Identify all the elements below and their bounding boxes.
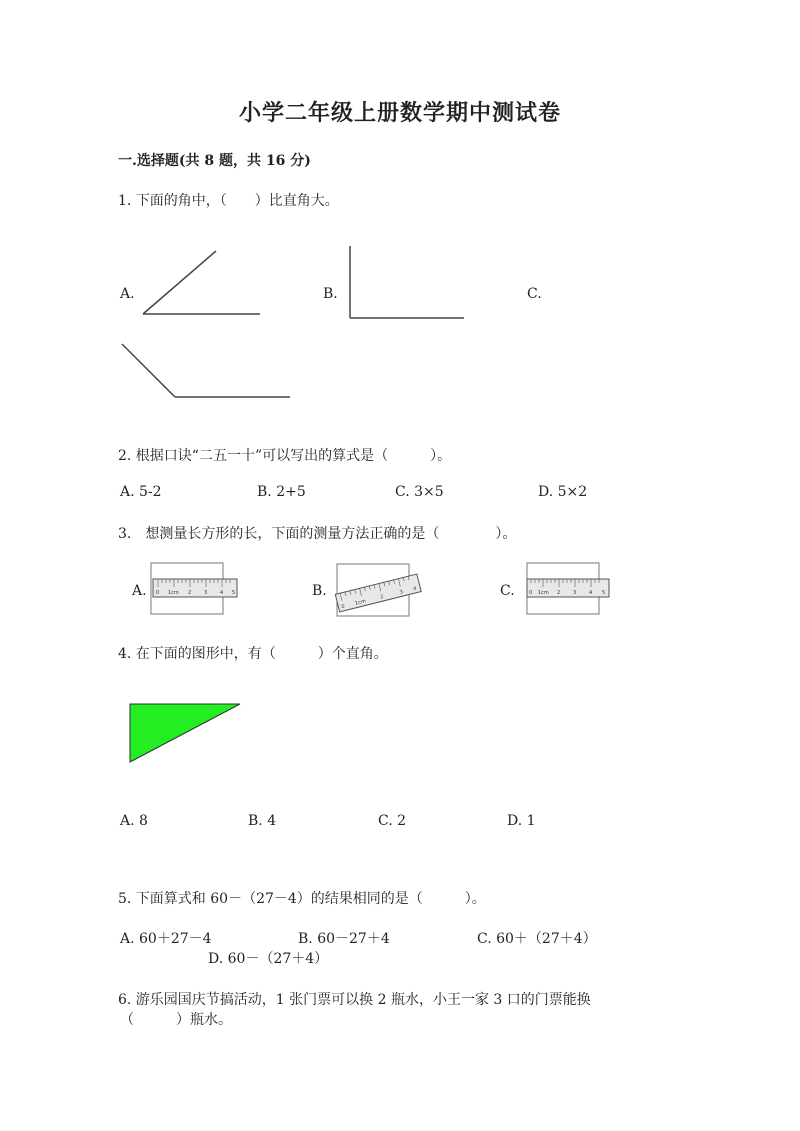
ruler-a-mark-5: 5 xyxy=(232,590,236,596)
ruler-b-mark-1: 1cm xyxy=(354,598,367,607)
question-5-option-a: A. 60＋27－4 xyxy=(120,931,212,947)
question-2-option-a: A. 5-2 xyxy=(120,484,162,500)
question-1-stem: 1. 下面的角中，（ ）比直角大。 xyxy=(118,193,339,209)
ruler-a-mark-0: 0 xyxy=(156,590,160,596)
question-4-stem: 4. 在下面的图形中，有（ ）个直角。 xyxy=(118,646,388,662)
question-5-option-c: C. 60＋（27＋4） xyxy=(477,931,597,947)
question-3-option-a: A. xyxy=(132,583,147,599)
ruler-b-mark-3: 3 xyxy=(399,589,404,596)
ruler-c-mark-5: 5 xyxy=(602,590,606,596)
ruler-a-mark-3: 3 xyxy=(204,590,208,596)
question-2-stem: 2. 根据口诀“二五一十”可以写出的算式是（ ）。 xyxy=(118,448,452,464)
question-2-option-d: D. 5×2 xyxy=(538,484,588,500)
question-2-option-b: B. 2+5 xyxy=(257,484,306,500)
ruler-a-mark-2: 2 xyxy=(188,590,192,596)
page-title: 小学二年级上册数学期中测试卷 xyxy=(238,100,561,126)
ruler-c-mark-3: 3 xyxy=(573,590,577,596)
ruler-c-mark-0: 0 xyxy=(529,590,533,596)
question-5-stem: 5. 下面算式和 60－（27－4）的结果相同的是（ ）。 xyxy=(118,891,486,907)
question-4-option-d: D. 1 xyxy=(507,813,536,829)
question-5-option-b: B. 60－27＋4 xyxy=(298,931,390,947)
question-3-option-b: B. xyxy=(312,583,327,599)
question-2-option-c: C. 3×5 xyxy=(395,484,444,500)
ruler-c-mark-1: 1cm xyxy=(538,590,549,596)
question-3-option-c: C. xyxy=(500,583,515,599)
question-1-option-a: A. xyxy=(120,286,135,302)
ruler-a-mark-4: 4 xyxy=(220,590,224,596)
question-5-option-d: D. 60－（27＋4） xyxy=(208,951,329,967)
section-heading: 一.选择题(共 8 题，共 16 分) xyxy=(118,153,311,169)
ruler-c-mark-4: 4 xyxy=(589,590,593,596)
question-4-option-a: A. 8 xyxy=(120,813,148,829)
ruler-b-mark-2: 2 xyxy=(379,593,385,601)
question-4-option-c: C. 2 xyxy=(378,813,407,829)
ruler-b-mark-4: 4 xyxy=(412,585,418,593)
question-3-stem: 3. 想测量长方形的长，下面的测量方法正确的是（ ）。 xyxy=(118,526,517,542)
question-4-option-b: B. 4 xyxy=(248,813,277,829)
question-6-stem-line-1: 6. 游乐园国庆节搞活动，1 张门票可以换 2 瓶水，小王一家 3 口的门票能换 xyxy=(118,992,591,1008)
question-1-option-b: B. xyxy=(323,286,338,302)
ruler-c-mark-2: 2 xyxy=(557,590,561,596)
question-1-option-c: C. xyxy=(527,286,542,302)
question-6-stem-line-2: （ ）瓶水。 xyxy=(120,1012,232,1028)
ruler-b-mark-0: 0 xyxy=(340,603,346,611)
ruler-a-mark-1: 1cm xyxy=(168,590,179,596)
